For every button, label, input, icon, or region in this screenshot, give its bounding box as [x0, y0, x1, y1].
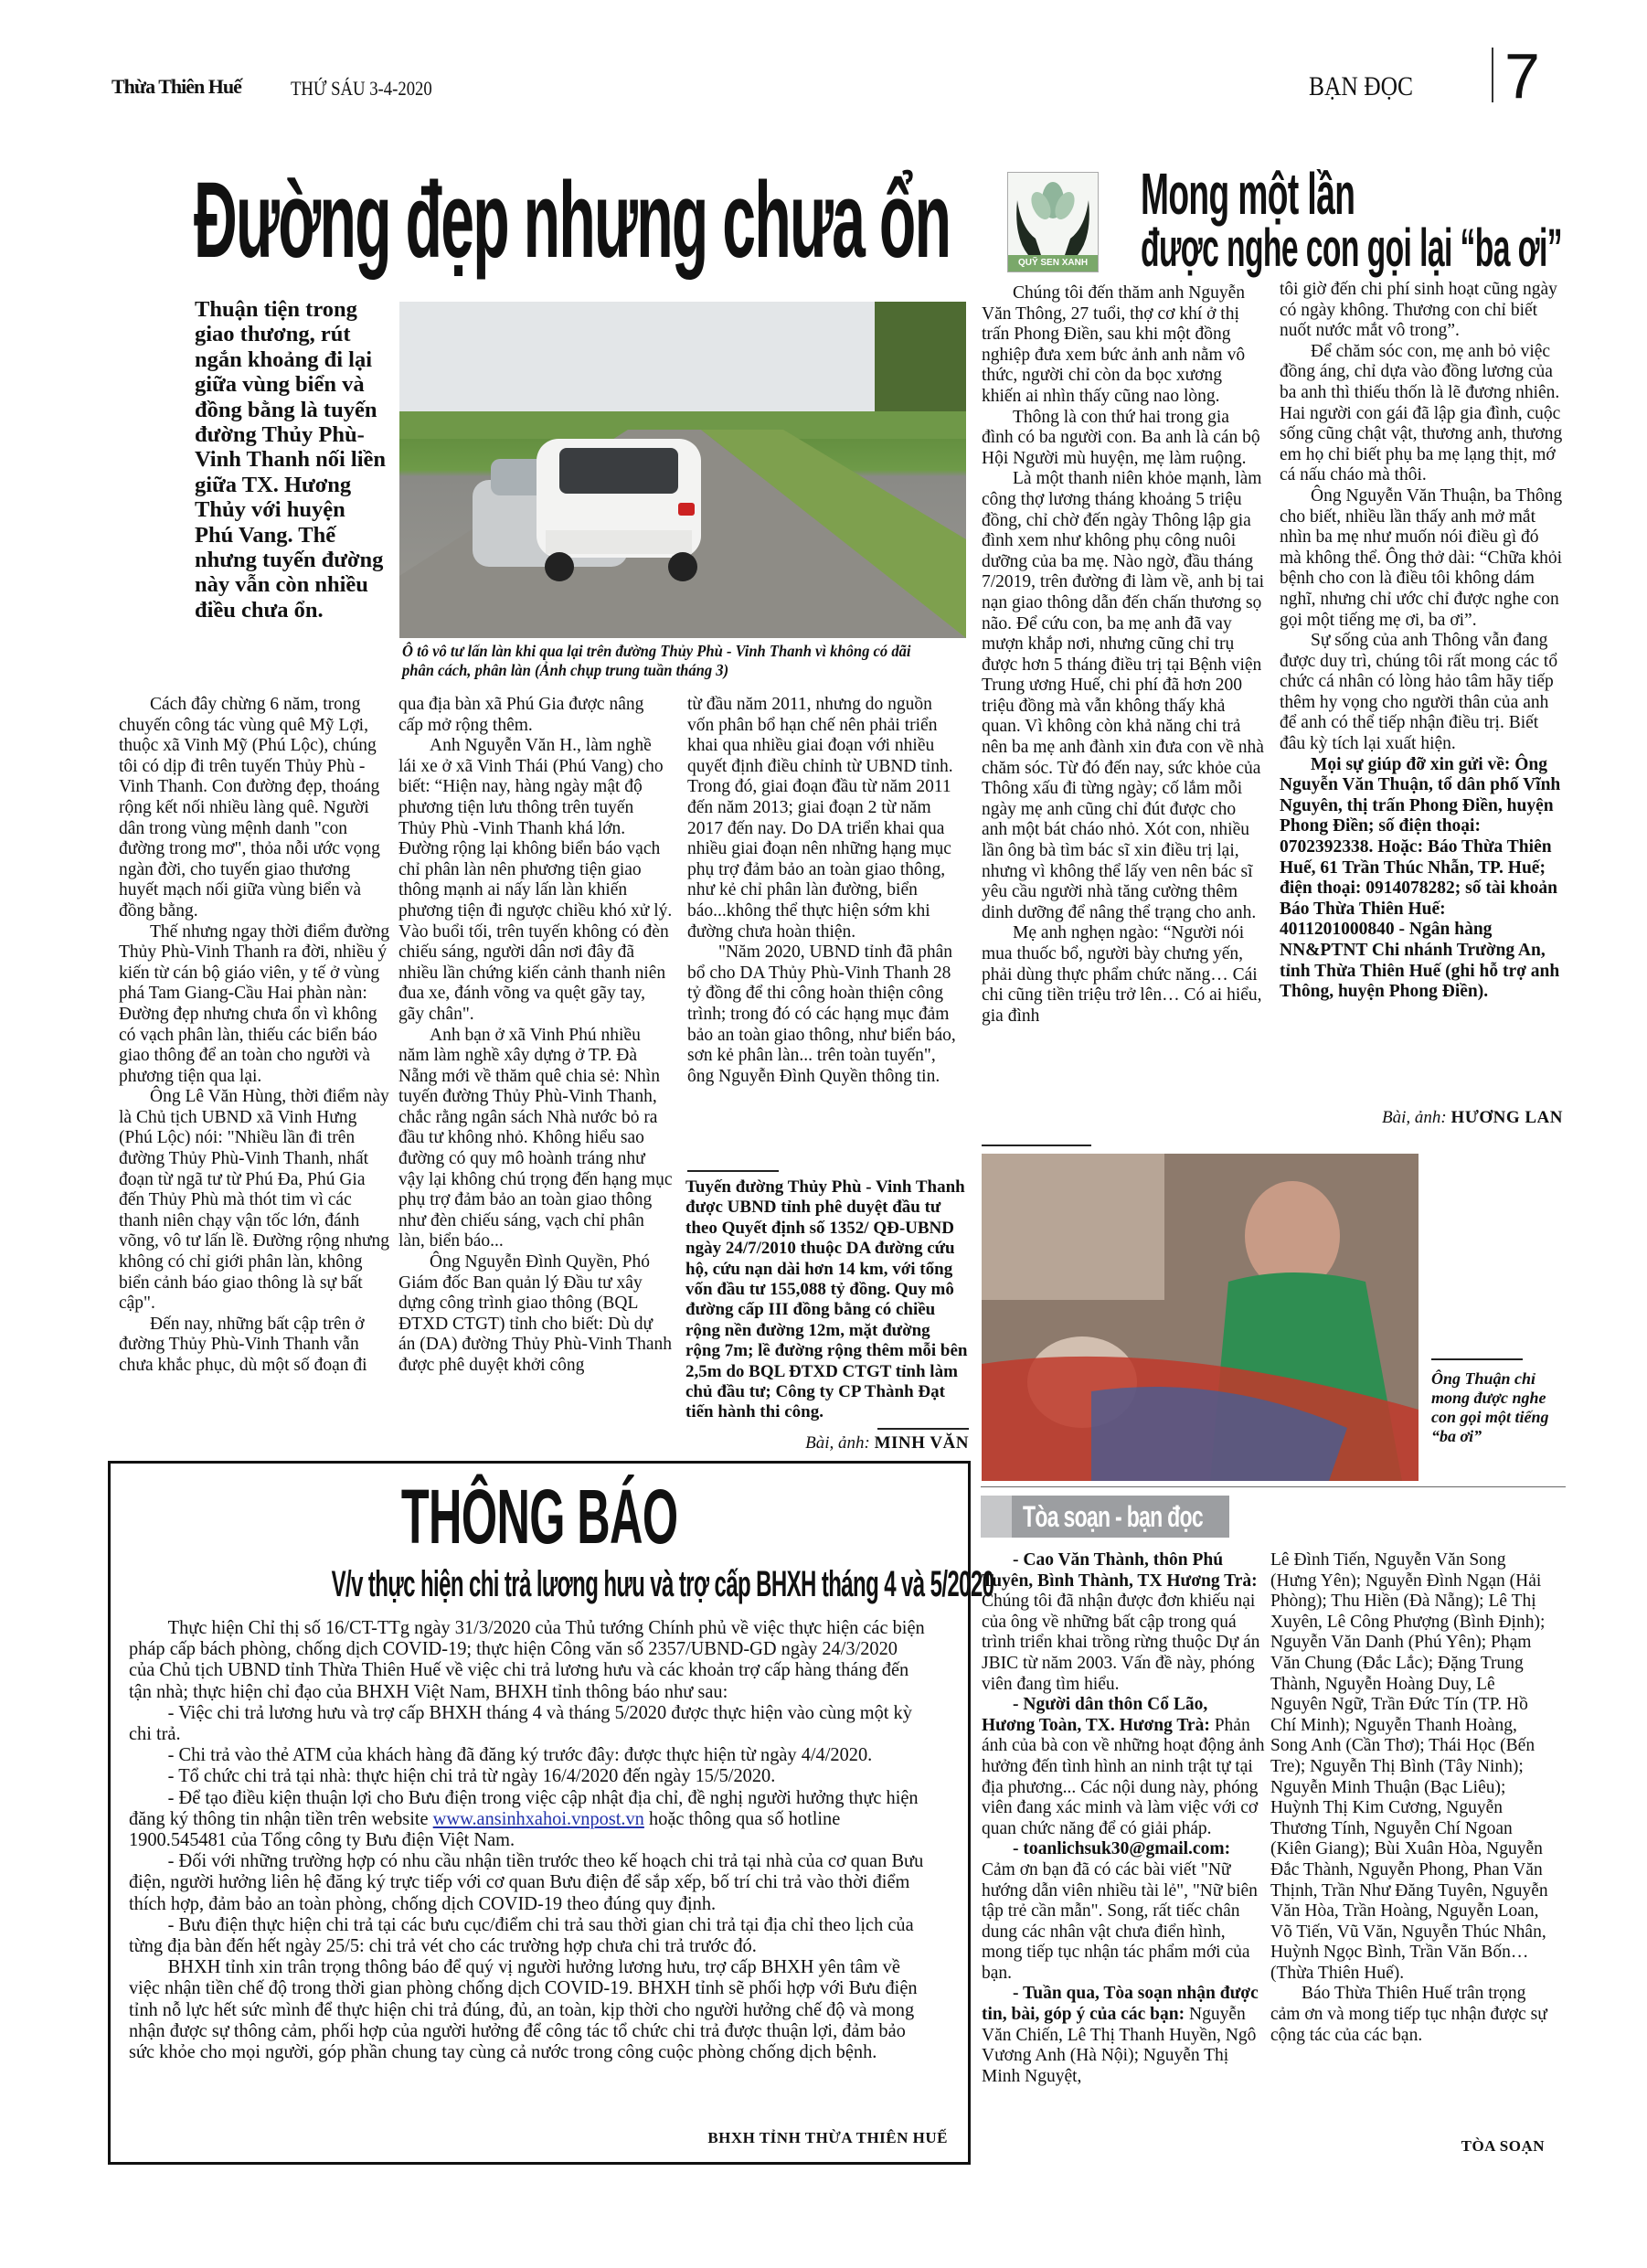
letter-sender: - Người dân thôn Cổ Lão, Hương Toàn, TX. Hương Trà:: [982, 1695, 1210, 1735]
paragraph: Để chăm sóc con, mẹ anh bỏ việc đồng áng, chỉ dựa vào đồng lương của ba anh thì thiếu thốn là lẽ đương nhiên. Hai người con gái đã lập gia đình, cuộc sống cũng chật vật, thương anh, thương em họ chỉ biết phụ ba mẹ lạng thịt, mớ cá nấu cháo mà thôi.: [1280, 341, 1563, 485]
notice-item: - Đối với những trường hợp có nhu cầu nhận tiền trước theo kế hoạch chi trả tại nhà của cơ quan Bưu điện, người hưởng liên hệ đăng ký trực tiếp với cơ quan Bưu điện để sắp xếp, bố trí chi trả vào thời điểm thích hợp, đảm bảo an toàn phòng, chống dịch COVID-19 theo đúng quy định.: [129, 1849, 924, 1914]
paragraph: Là một thanh niên khỏe mạnh, làm công thợ lương tháng khoảng 5 triệu đồng, chỉ chờ đến ngày Thông lập gia đình xem như không phụ công nuôi dưỡng của ba mẹ. Nào ngờ, đầu tháng 7/2019, trên đường đi làm về, anh bị tai nạn giao thông dẫn đến chấn thương sọ não. Để cứu con, ba mẹ anh đã vay mượn khắp nơi, nhưng cũng chỉ trụ được hơn 5 tháng điều trị tại Bệnh viện Trung ương Huế, chi phí đã hơn 200 triệu đồng mà vẫn không thấy khả quan. Vì không còn khả năng chi trả nên ba mẹ anh đành xin đưa con về nhà chăm sóc. Từ đó đến nay, sức khỏe của Thông xấu đi từng ngày; cố lắm mỗi ngày mẹ anh cũng chỉ đút được cho anh một bát cháo nhỏ. Xót con, nhiều lần ông bà tìm bác sĩ xin điều trị lại, nhưng vì không thể lấy ven nên bác sĩ yêu cầu người nhà tăng cường thêm dinh dưỡng để nâng thể trạng cho anh.: [982, 469, 1264, 922]
right-headline-line1: Mong một lần: [1141, 161, 1355, 227]
lotus-hands-icon: [1008, 173, 1098, 255]
section-badge: [981, 1496, 1229, 1538]
paragraph: "Năm 2020, UBND tỉnh đã phân bổ cho DA Thủy Phù-Vinh Thanh 28 tỷ đồng để thi công hoàn thiện công trình; trong đó có các hạng mục đảm bảo an toàn giao thông, như biển báo, sơn kẻ phân làn... trên toàn tuyến", ông Nguyễn Đình Quyền thông tin.: [687, 942, 956, 1086]
divider: [1431, 1358, 1523, 1360]
right-column-1: [982, 283, 1265, 1027]
paragraph: Mẹ anh nghẹn ngào: “Người nói mua thuốc bổ, người bày chưng yến, phải dùng thực phẩm chức năng… Cái chi cũng tiền triệu trở lên… Có ai hiểu, gia đình: [982, 923, 1262, 1026]
donation-info: Mọi sự giúp đỡ xin gửi về: Ông Nguyễn Văn Thuận, tổ dân phố Vĩnh Nguyên, thị trấn Phong Điền, huyện Phong Điền; số điện thoại: 0702392338. Hoặc: Báo Thừa Thiên Huế, 61 Trần Thúc Nhẫn, TP. Huế; điện thoại: 0914078282; số tài khoản Báo Thừa Thiên Huế: 4011201000840 - Ngân hàng NN&PTNT Chi nhánh Trường An, tỉnh Thừa Thiên Huế (ghi hỗ trợ anh Thông, huyện Phong Điền).: [1280, 754, 1561, 1002]
paragraph: từ đầu năm 2011, nhưng do nguồn vốn phân bổ hạn chế nên phải triển khai qua nhiều giai đoạn với nhiều quyết định điều chỉnh từ UBND tỉnh. Trong đó, giai đoạn đầu từ năm 2011 đến năm 2013; giai đoạn 2 từ năm 2017 đến nay. Do DA triển khai qua nhiều giai đoạn nên những hạng mục phụ trợ đảm bảo an toàn giao thông, như kẻ chỉ phân làn đường, biển báo...không thể thực hiện sớm khi đường chưa hoàn thiện.: [687, 695, 953, 942]
paragraph: Đến nay, những bất cập trên ở đường Thủy Phù-Vinh Thanh vẫn chưa khắc phục, dù một số đoạn đi: [119, 1314, 367, 1375]
divider: [687, 1170, 779, 1172]
paragraph: Ông Nguyễn Đình Quyền, Phó Giám đốc Ban quản lý Đầu tư xây dựng công trình giao thông (BQL ĐTXD CTGT) tỉnh cho biết: Dù dự án (DA) đường Thủy Phù-Vinh Thanh được phê duyệt khởi công: [398, 1252, 673, 1375]
badge-label: Tòa soạn - bạn đọc: [1023, 1500, 1203, 1533]
notice-title: [111, 1474, 968, 1560]
logo-label: QUỸ SEN XANH: [1008, 255, 1098, 272]
paragraph: Thông là con thứ hai trong gia đình có ba người con. Ba anh là cán bộ Hội Người mù huyện, mẹ làm ruộng.: [982, 407, 1260, 468]
thanks-note: Báo Thừa Thiên Huế trân trọng cảm ơn và mong tiếp tục nhận được sự cộng tác của các bạn.: [1270, 1984, 1547, 2045]
letter-entry: [982, 1984, 1265, 2087]
notice-item: - Bưu điện thực hiện chi trả tại các bưu cục/điểm chi trả sau thời gian chi trả tại địa chỉ theo lịch của từng địa bàn đến hết ngày 25/5: chi trả vét cho các trường hợp chưa chi trả trước đó.: [129, 1912, 914, 1957]
paragraph: Ông Nguyễn Văn Thuận, ba Thông cho biết, nhiều lần thấy anh mở mắt nhìn ba mẹ như muốn nói điều gì đó mà không thể. Ông thở dài: “Chữa khỏi bệnh cho con là điều tôi không dám nghĩ, nhưng chỉ ước chỉ được nghe con gọi một tiếng mẹ ơi, ba ơi”.: [1280, 485, 1563, 630]
letter-sender: - toanlichsuk30@gmail.com:: [1013, 1839, 1231, 1859]
right-headline-line2: được nghe con gọi lại “ba ơi”: [1141, 218, 1562, 278]
divider: [877, 1428, 969, 1430]
section-divider: [981, 1486, 1566, 1487]
main-headline: Đường đẹp nhưng chưa ổn: [194, 160, 951, 281]
photo-caption: Ô tô vô tư lấn làn khi qua lại trên đường Thủy Phù - Vinh Thanh vì không có dãi phân cách, phân làn (Ảnh chụp trung tuần tháng 3): [402, 642, 911, 679]
letter-reply: Chúng tôi đã nhận được đơn khiếu nại của ông về những bất cập trong quá trình triển khai trồng rừng thuộc Dự án JBIC từ năm 2003. Vấn đề này, phóng viên đang tìm hiểu.: [982, 1592, 1260, 1694]
road-cars-illustration: [399, 302, 966, 638]
right-byline: [1280, 1108, 1563, 1128]
father-son-illustration: [982, 1154, 1419, 1481]
paragraph: Anh bạn ở xã Vinh Phú nhiều năm làm nghề xây dựng ở TP. Đà Nẵng mới về thăm quê chia sẻ: Nhìn tuyến đường Thủy Phù-Vinh Thanh, chắc rằng ngân sách Nhà nước bỏ ra đầu tư không nhỏ. Không hiểu sao đường có quy mô hoành tráng như vậy lại không chú trọng đến hạng mục phụ trợ đảm bảo an toàn giao thông như đèn chiếu sáng, vạch chỉ phân làn, biển báo...: [398, 1025, 673, 1251]
article-deck: Thuận tiện trong giao thương, rút ngắn khoảng đi lại giữa vùng biển và đồng bằng là tuyến đường Thủy Phù-Vinh Thanh nối liền giữa TX. Hương Thủy với huyện Phú Vang. Thế nhưng tuyến đường này vẫn còn nhiều điều chưa ổn.: [195, 297, 387, 623]
photo-caption: Ông Thuận chỉ mong được nghe con gọi một tiếng “ba ơi”: [1431, 1369, 1549, 1445]
fact-box: Tuyến đường Thủy Phù - Vinh Thanh được UBND tỉnh phê duyệt đầu tư theo Quyết định số 1352/ QĐ-UBND ngày 24/7/2010 thuộc DA đường cứu hộ, cứu nạn dài hơn 14 km, với tổng vốn đầu tư 155,088 tỷ đồng. Quy mô đường cấp III đồng bằng có chiều rộng nền đường 12m, mặt đường rộng 7m; lề đường rộng thêm mỗi bên 2,5m do BQL ĐTXD CTGT tỉnh làm chủ đầu tư; Công ty CP Thành Đạt tiến hành thi công.: [685, 1177, 968, 1422]
paragraph: Chúng tôi đến thăm anh Nguyễn Văn Thông, 27 tuổi, thợ cơ khí ở thị trấn Phong Điền, sau khi một đồng nghiệp đưa xem bức ảnh anh nằm vô thức, người chỉ còn da bọc xương khiến ai nhìn thấy cũng nao lòng.: [982, 283, 1246, 406]
father-son-photo: [982, 1154, 1419, 1481]
notice-item: - Tổ chức chi trả tại nhà: thực hiện chi trả từ ngày 16/4/2020 đến ngày 15/5/2020.: [167, 1764, 776, 1787]
road-photo: [399, 302, 966, 638]
byline-label: Bài, ảnh:: [1381, 1108, 1447, 1127]
notice-item: - Chi trả vào thẻ ATM của khách hàng đã đăng ký trước đây: được thực hiện từ ngày 4/4/2020.: [167, 1743, 873, 1766]
byline: [685, 1433, 969, 1453]
paragraph: Cách đây chừng 6 năm, trong chuyến công tác vùng quê Mỹ Lợi, thuộc xã Vinh Mỹ (Phú Lộc), chúng tôi có dịp đi trên tuyến Thủy Phù - Vinh Thanh. Con đường đẹp, thoáng rộng kết nối nhiều làng quê. Người dân trong vùng mệnh danh "con đường trong mơ", thỏa nỗi ước vọng ngàn đời, cho tuyến giao thương huyết mạch nối giữa vùng biển và đồng bằng.: [119, 695, 380, 921]
letters-column-1: [982, 1550, 1265, 2087]
paragraph: Thế nhưng ngay thời điểm đường Thủy Phù-Vinh Thanh ra đời, nhiều ý kiến từ cán bộ giáo viên, y tế ở vùng phá Tam Giang-Cầu Hai phàn nàn: Đường đẹp nhưng chưa ổn vì không có vạch phân làn, thiếu các biển báo giao thông để an toàn cho người và phương tiện qua lại.: [119, 921, 390, 1086]
notice-title-text: THÔNG BÁO: [400, 1474, 678, 1560]
letter-sender: - Tuần qua, Tòa soạn nhận được tin, bài, góp ý của các bạn:: [982, 1984, 1259, 2025]
divider: [982, 1145, 1091, 1146]
page-number: 7: [1504, 40, 1540, 112]
notice-item-text: - Để tạo điều kiện thuận lợi cho Bưu điện trong việc cập nhật địa chỉ, đề nghị người hưởng thực hiện đăng ký thông tin nhận tiền trên website: [129, 1785, 919, 1829]
notice-item-text: hoặc thông qua số hotline 1900.545481 của Tổng công ty Bưu điện Việt Nam.: [129, 1806, 841, 1851]
paragraph: qua địa bàn xã Phú Gia được nâng cấp mở rộng thêm.: [398, 695, 644, 735]
section-name: BẠN ĐỌC: [1309, 71, 1414, 101]
notice-intro: Thực hiện Chỉ thị số 16/CT-TTg ngày 31/3/2020 của Thủ tướng Chính phủ về việc thực hiện các biện pháp cấp bách phòng, chống dịch COVID-19; thực hiện Công văn số 2357/UBND-GD ngày 24/3/2020 của Chủ tịch UBND tỉnh Thừa Thiên Huế về việc chi trả lương hưu và các khoản trợ cấp hàng tháng đến tận nhà; thực hiện chỉ đạo của BHXH Việt Nam, BHXH tỉnh thông báo như sau:: [129, 1616, 925, 1702]
article-column-2: [398, 695, 673, 1377]
paragraph: Ông Lê Văn Hùng, thời điểm này là Chủ tịch UBND xã Vinh Hưng (Phú Lộc) nói: "Nhiều lần đi trên đường Thủy Phù-Vinh Thanh, nhất đoạn từ ngã tư từ Phú Đa, Phú Gia đến Thủy Phù mà thót tim vì các thanh niên chạy vận tốc lớn, đánh võng, vô tư lấn lề. Đường rộng nhưng không có chỉ giới phân làn, không biển cảnh báo giao thông là sự bất cập".: [119, 1087, 390, 1314]
paragraph: Sự sống của anh Thông vẫn đang được duy trì, chúng tôi rất mong các tổ chức cá nhân có lòng hảo tâm hãy tiếp thêm hy vọng cho người thân của anh để anh có thể tiếp nhận điều trị. Biết đâu kỳ tích lại xuất hiện.: [1280, 631, 1558, 754]
contributors-list: Lê Đình Tiến, Nguyễn Văn Song (Hưng Yên); Nguyễn Đình Ngạn (Hải Phòng); Thu Hiền (Đà Nẵng); Lê Thị Xuyên, Lê Công Phượng (Bình Định); Nguyễn Văn Danh (Phú Yên); Phạm Văn Chung (Đắc Lắc); Đặng Trung Thành, Nguyễn Hoàng Duy, Lê Nguyên Ngữ, Trần Đức Tín (TP. Hồ Chí Minh); Nguyễn Thanh Hoàng, Song Anh (Cần Thơ); Thái Học (Bến Tre); Nguyễn Thị Bình (Tây Ninh); Nguyễn Minh Thuận (Bạc Liêu); Huỳnh Thị Kim Cương, Nguyễn Thương Tính, Nguyễn Chí Ngoan (Kiên Giang); Bùi Xuân Hòa, Nguyễn Đắc Thành, Nguyễn Phong, Phan Văn Thịnh, Trần Như Đăng Tuyên, Nguyễn Văn Hòa, Trần Hoàng, Nguyễn Loan, Võ Tiến, Vũ Văn, Nguyễn Thúc Nhân, Huỳnh Ngọc Bình, Trần Văn Bốn… (Thừa Thiên Huế).: [1270, 1550, 1548, 1983]
paragraph: tôi giờ đến chi phí sinh hoạt cũng ngày có ngày không. Thương con chỉ biết nuốt nước mắt vô trong”.: [1280, 280, 1557, 341]
article-column-1: [119, 695, 393, 1377]
right-column-2: [1280, 280, 1563, 1003]
letter-entry: [982, 1695, 1265, 1839]
letter-entry: [982, 1839, 1265, 1984]
issue-date: THỨ SÁU 3-4-2020: [291, 77, 432, 100]
byline-author: HƯƠNG LAN: [1450, 1108, 1563, 1127]
letter-reply: Phản ánh của bà con về những hoạt động ảnh hưởng đến tình hình an ninh trật tự tại địa phương... Các nội dung này, phóng viên đang xác minh và làm việc với cơ quan chức năng để có giải pháp.: [982, 1715, 1265, 1838]
paper-name: Thừa Thiên Huế: [112, 75, 241, 98]
quy-sen-xanh-logo: [1007, 172, 1099, 272]
website-link[interactable]: www.ansinhxahoi.vnpost.vn: [432, 1806, 644, 1829]
editorial-signature: TÒA SOẠN: [1461, 2137, 1545, 2155]
notice-closing: BHXH tỉnh xin trân trọng thông báo để quý vị người hưởng lương hưu, trợ cấp BHXH yên tâm về việc nhận tiền chế độ trong thời gian phòng chống dịch COVID-19. BHXH tỉnh sẽ phối hợp với Bưu điện tỉnh nỗ lực hết sức mình để thực hiện chi trả đúng, đủ, an toàn, kịp thời cho người hưởng chế độ và mong nhận được sự thông cảm, phối hợp của người hưởng để công tác tổ chức chi trả được thuận lợi, đảm bảo sức khỏe cho mọi người, góp phần chung tay cùng cả nước trong công cuộc phòng chống dịch bệnh.: [129, 1955, 918, 2063]
notice-signature: BHXH TỈNH THỪA THIÊN HUẾ: [707, 2129, 948, 2146]
notice-body: [129, 1617, 927, 2062]
article-column-3: [687, 695, 962, 1087]
letter-reply: Nguyễn Văn Chiến, Lê Thị Thanh Huyền, Ngô Vương Anh (Hà Nội); Nguyễn Thị Minh Nguyệt,: [982, 2005, 1257, 2086]
header-divider: [1492, 48, 1493, 102]
byline-author: MINH VĂN: [874, 1433, 969, 1453]
byline-label: Bài, ảnh:: [805, 1433, 870, 1453]
paragraph: Anh Nguyễn Văn H., làm nghề lái xe ở xã Vinh Thái (Phú Vang) cho biết: “Hiện nay, hàng ngày mật độ phương tiện lưu thông trên tuyến Thủy Phù -Vinh Thanh khá lớn. Đường rộng lại không biển báo vạch chỉ phân làn nên phương tiện giao thông mạnh ai nấy lấn làn khiến phương tiện đi ngược chiều khó xử lý. Vào buổi tối, trên tuyến không có đèn chiếu sáng, người dân nơi đây đã nhiều lần chứng kiến cảnh thanh niên đua xe, đánh võng va quệt gãy tay, gãy chân".: [398, 736, 673, 1024]
letters-column-2: [1270, 1550, 1554, 2046]
letter-entry: [982, 1550, 1265, 1695]
notice-item: [129, 1787, 927, 1851]
letter-reply: Cảm ơn bạn đã có các bài viết "Nữ hướng dẫn viên nhiều tài lẻ", "Nữ biên tập trẻ cần mẫn". Song, rất tiếc chân dung các nhân vật chưa điển hình, mong tiếp tục nhận tác phẩm mới của bạn.: [982, 1859, 1258, 1983]
notice-subtitle: [111, 1564, 994, 1604]
letter-sender: - Cao Văn Thành, thôn Phú Tuyên, Bình Thành, TX Hương Trà:: [982, 1550, 1258, 1591]
notice-box: [108, 1461, 994, 2165]
badge-accent: [981, 1496, 1012, 1538]
notice-subtitle-text: V/v thực hiện chi trả lương hưu và trợ cấp BHXH tháng 4 và 5/2020: [331, 1564, 994, 1604]
notice-item: - Việc chi trả lương hưu và trợ cấp BHXH tháng 4 và tháng 5/2020 được thực hiện vào cùng một kỳ chi trả.: [129, 1700, 912, 1745]
